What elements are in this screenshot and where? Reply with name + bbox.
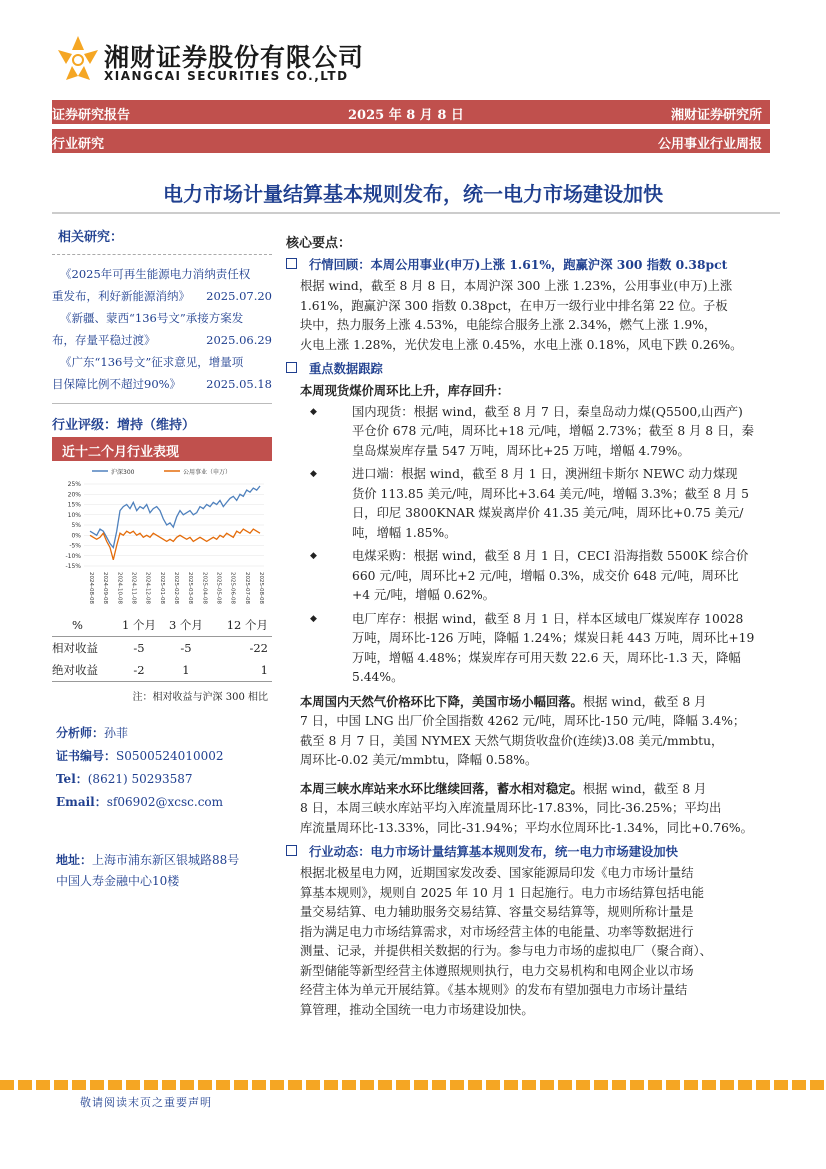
related-item[interactable]: 《新疆、蒙西“136号文”承接方案发 布，存量平稳过渡》 2025.06.29 <box>52 311 272 347</box>
x-tick-label: 2024-08-08 <box>88 572 94 604</box>
y-tick-label: 15% <box>67 501 81 509</box>
perf-heading-bar <box>52 437 272 461</box>
legend-label: 沪深300 <box>111 469 135 476</box>
x-tick-label: 2025-07-08 <box>243 572 250 604</box>
section-market-review: 行情回顾：本周公用事业(申万)上涨 1.61%，跑赢沪深 300 指数 0.38pct <box>286 255 774 273</box>
x-tick-label: 2025-02-08 <box>173 572 179 604</box>
core-points-heading: 核心要点： <box>286 236 352 251</box>
industry-news-text: 根据北极星电力网，近期国家发改委、国家能源局印发《电力市场计量结 算基本规则》，规则自 2025 年 10 月 1 日起施行。电力市场结算包括电能 量交易结算、电力辅助服务交易结算、容量交易结算等，规则所称计量是 指为满足电力市场结算需求，对市场经营主体的电能量、功率等数据进行 测量、记录，并提供相关数据的行为。参与电力市场的虚拟电厂（聚合商）、 新型储能等新型经营主体遵照规则执行，电力交易机构和电网企业以市场 经营主体为单元开展结算。《基本规则》的发布有望加强电力市场计量结 算管理，推动全国统一电力市场建设加快。 <box>300 866 712 1017</box>
series-line <box>90 486 260 548</box>
x-tick-label: 2025-06-08 <box>229 572 236 604</box>
bullet-list <box>300 403 774 688</box>
section-data-tracking: 重点数据跟踪 <box>286 359 774 377</box>
perf-header-cell: 3 个月 <box>168 618 203 632</box>
y-tick-label: 20% <box>67 491 81 499</box>
company-logo <box>58 36 98 80</box>
y-tick-label: 25% <box>67 481 81 488</box>
diamond-bullet-icon: ◆ <box>310 551 317 561</box>
report-date: 2025 年 8 月 8 日 <box>348 108 464 123</box>
industry-performance-chart <box>52 462 272 612</box>
y-tick-label: 5% <box>71 522 81 529</box>
x-tick-label: 2025-01-08 <box>158 572 165 604</box>
research-institute: 湘财证券研究所 <box>670 108 762 123</box>
list-item: ◆ 电煤采购：根据 wind，截至 8 月 1 日，CECI 沿海指数 5500K 综合价 660 元/吨，周环比+2 元/吨，增幅 0.3%，成交价 648 元/吨，周环比 +4 元/吨，增幅 0.62%。 <box>300 547 774 606</box>
y-tick-label: 10% <box>67 511 81 519</box>
perf-heading: 近十二个月行业表现 <box>62 445 180 460</box>
header-band-2 <box>52 129 770 153</box>
company-name-en: XIANGCAI SECURITIES CO.,LTD <box>104 69 349 83</box>
x-tick-label: 2024-12-08 <box>144 572 151 604</box>
series-line <box>90 529 260 560</box>
address-block: 地址：上海市浦东新区银城路88号 中国人寿金融中心10楼 <box>56 853 240 888</box>
perf-table <box>52 614 272 703</box>
related-research-heading: 相关研究： <box>58 230 124 245</box>
diamond-bullet-icon: ◆ <box>310 406 317 417</box>
x-tick-label: 2024-11-08 <box>130 572 137 604</box>
perf-table-note: 注：相对收益与沪深 300 相比 <box>132 692 268 703</box>
diamond-bullet-icon: ◆ <box>310 613 317 624</box>
legend-label: 公用事业（申万） <box>183 469 232 476</box>
main-content <box>286 232 774 1020</box>
checkbox-bullet-icon <box>286 362 297 373</box>
phone: (8621) 50293587 <box>87 772 193 786</box>
logo-mark-icon <box>58 36 98 80</box>
research-category: 行业研究 <box>52 137 105 152</box>
perf-header-cell: 1 个月 <box>122 618 156 632</box>
market-review-text: 根据 wind，截至 8 月 8 日，本周沪深 300 上涨 1.23%，公用事业(申万)上涨 1.61%，跑赢沪深 300 指数 0.38pct，在申万一级行业中排名第 22 位。子板 块中，热力服务上涨 4.53%，电能综合服务上涨 2.34%，燃气上涨 1.9%， 火电上涨 1.28%，光伏发电上涨 0.45%，水电上涨 0.18%，风电下跌 0.26%。 <box>300 279 743 352</box>
table-row: 绝对收益 -2 1 1 <box>52 663 268 677</box>
related-item[interactable]: 《广东“136号文”征求意见，增量项 目保障比例不超过90%》 2025.05.18 <box>52 355 272 391</box>
water-paragraph: 本周三峡水库站来水环比继续回落，蓄水相对稳定。根据 wind，截至 8 月 8 日，本周三峡水库站平均入库流量周环比-17.83%，同比-36.25%；平均出 库流量周环比-13.33%，同比-31.94%；平均水位周环比-1.34%，同比+0.76%。 <box>300 780 753 835</box>
coal-heading: 本周现货煤价周环比上升，库存回升： <box>300 383 510 398</box>
list-item: ◆ 进口端：根据 wind，截至 8 月 1 日，澳洲纽卡斯尔 NEWC 动力煤现 货价 113.85 美元/吨，周环比+3.64 美元/吨，增幅 3.3%；截至 8 月 5 日，印尼 3800KNAR 煤炭离岸价 41.35 美元/吨，周环比+0.75 美元/ 吨，增幅 1.85%。 <box>300 465 774 543</box>
list-item: ◆ 电厂库存：根据 wind，截至 8 月 1 日，样本区域电厂煤炭库存 10028 万吨，周环比-126 万吨，降幅 1.24%；煤炭日耗 443 万吨，周环比+19 万吨，增幅 4.48%；煤炭库存可用天数 22.6 天，周环比-1.3 天，降幅 5.44%。 <box>300 610 774 688</box>
x-tick-label: 2025-08-08 <box>258 572 264 604</box>
title-divider <box>52 212 780 214</box>
analyst-block: 分析师：孙菲 证书编号：S0500524010002 Tel：(8621) 50293587 Email：sf06902@xcsc.com <box>56 726 224 809</box>
company-name-cn: 湘财证券股份有限公司 <box>104 43 365 72</box>
list-item: ◆ 国内现货：根据 wind，截至 8 月 7 日，秦皇岛动力煤(Q5500,山西产) 平仓价 678 元/吨，周环比+18 元/吨，增幅 2.73%；截至 8 月 8 日，秦 皇岛煤炭库存量 547 万吨，周环比+25 万吨，增幅 4.79%。 <box>300 403 774 462</box>
perf-header-cell: 12 个月 <box>226 618 268 632</box>
footer-stripe <box>0 1080 826 1090</box>
section-industry-news: 行业动态：电力市场计量结算基本规则发布，统一电力市场建设加快 <box>286 842 774 860</box>
x-tick-label: 2024-10-08 <box>116 572 123 604</box>
report-type: 证券研究报告 <box>52 108 131 123</box>
header-band-1 <box>52 100 770 124</box>
y-tick-label: 0% <box>71 532 81 540</box>
x-tick-label: 2025-03-08 <box>187 572 194 604</box>
x-tick-label: 2024-09-08 <box>102 572 109 604</box>
x-tick-label: 2025-05-08 <box>215 572 222 604</box>
checkbox-bullet-icon <box>286 845 297 856</box>
cert-number: S0500524010002 <box>116 749 224 763</box>
perf-header-cell: % <box>72 618 83 632</box>
industry-rating: 行业评级：增持（维持） <box>52 418 196 433</box>
gas-paragraph: 本周国内天然气价格环比下降，美国市场小幅回落。根据 wind，截至 8 月 7 日，中国 LNG 出厂价全国指数 4262 元/吨，周环比-150 元/吨，降幅 3.4%； 截至 8 月 7 日，美国 NYMEX 天然气期货收盘价(连续)3.08 美元/mmbtu， 周环比-0.02 美元/mmbtu，降幅 0.58%。 <box>300 693 746 767</box>
report-title: 电力市场计量结算基本规则发布，统一电力市场建设加快 <box>163 182 663 206</box>
x-tick-label: 2025-04-08 <box>201 572 208 604</box>
y-tick-label: -10% <box>65 552 81 560</box>
y-tick-label: -5% <box>69 542 81 550</box>
footer-disclaimer[interactable]: 敬请阅读末页之重要声明 <box>80 1096 212 1109</box>
table-row: 相对收益 -5 -5 -22 <box>52 637 272 660</box>
related-item[interactable]: 《2025年可再生能源电力消纳责任权 重发布，利好新能源消纳》 2025.07.20 <box>52 267 272 303</box>
checkbox-bullet-icon <box>286 258 297 269</box>
diamond-bullet-icon: ◆ <box>310 469 317 479</box>
related-research-list <box>52 254 272 395</box>
analyst-name: 孙菲 <box>104 726 129 740</box>
email-link[interactable]: sf06902@xcsc.com <box>106 795 224 809</box>
report-series: 公用事业行业周报 <box>657 137 762 152</box>
sidebar <box>52 226 272 433</box>
y-tick-label: -15% <box>65 563 81 570</box>
